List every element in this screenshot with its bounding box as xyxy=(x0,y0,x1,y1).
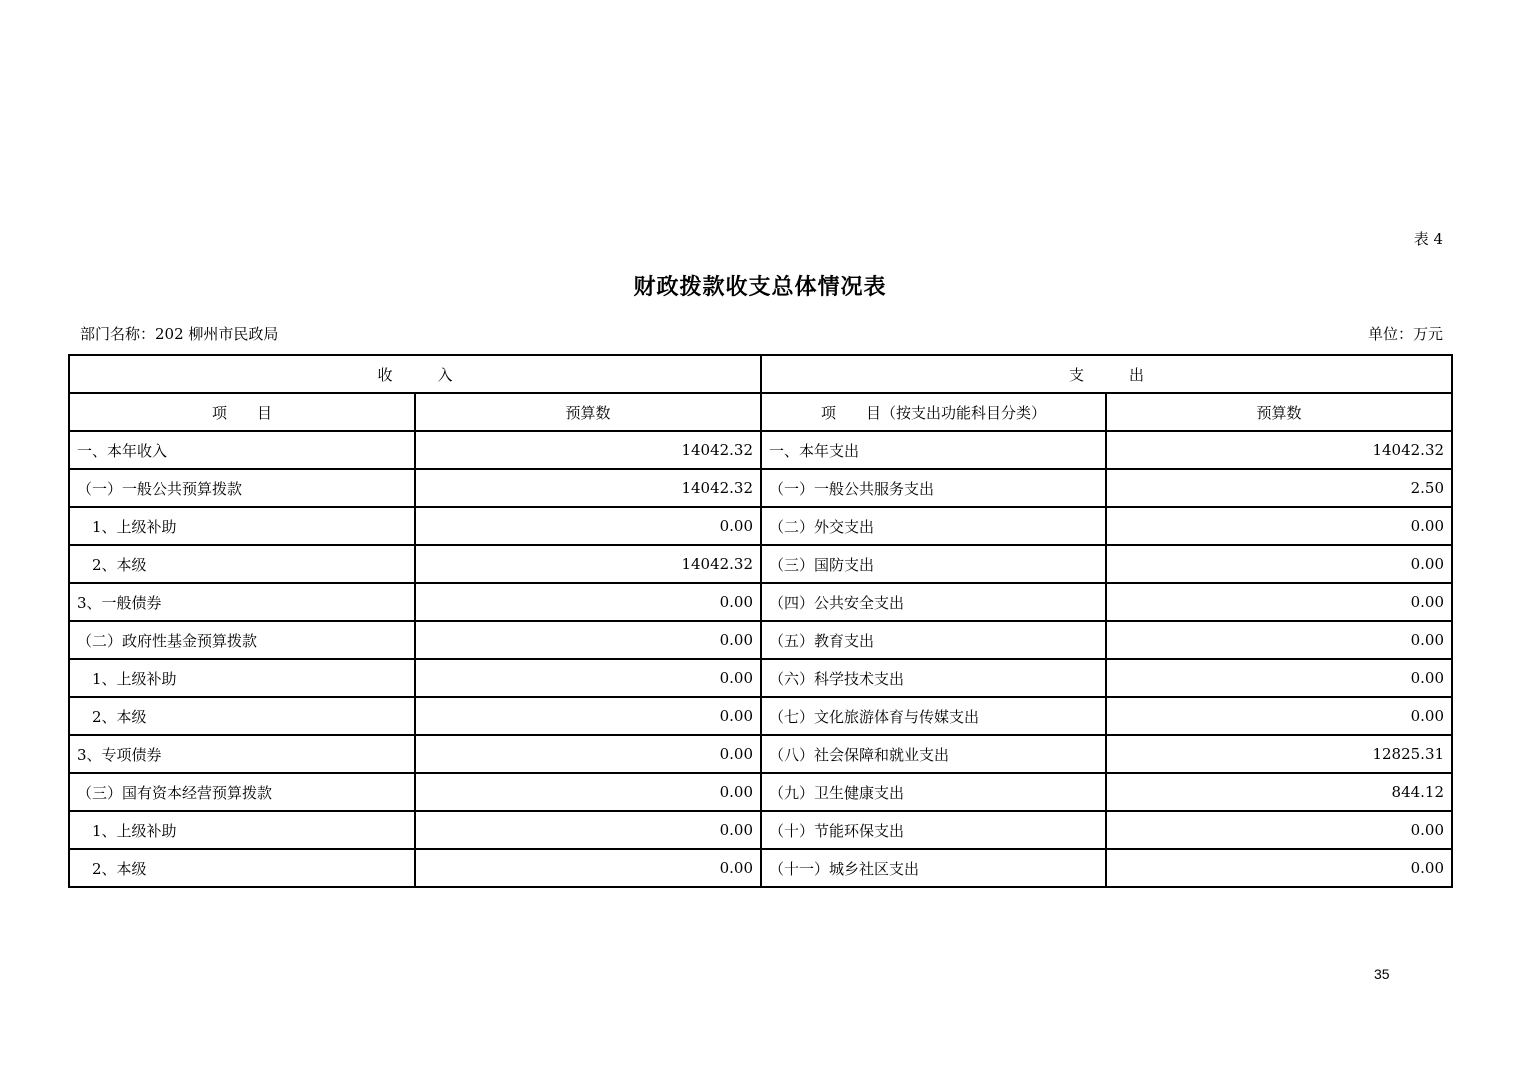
income-item-label: 2、本级 xyxy=(69,545,415,583)
expense-item-label: （二）外交支出 xyxy=(761,507,1106,545)
table-row xyxy=(69,659,1452,697)
income-item-label: 1、上级补助 xyxy=(69,659,415,697)
expense-item-label: （一）一般公共服务支出 xyxy=(761,469,1106,507)
table-row xyxy=(69,545,1452,583)
expense-item-label: （八）社会保障和就业支出 xyxy=(761,735,1106,773)
expense-item-label: （十）节能环保支出 xyxy=(761,811,1106,849)
income-budget-header: 预算数 xyxy=(415,393,761,431)
table-row xyxy=(69,469,1452,507)
expense-item-header: 项 目（按支出功能科目分类） xyxy=(761,393,1106,431)
income-item-label: 2、本级 xyxy=(69,697,415,735)
income-item-label: 一、本年收入 xyxy=(69,431,415,469)
expense-budget-value: 0.00 xyxy=(1106,545,1452,583)
expense-item-label: 一、本年支出 xyxy=(761,431,1106,469)
expense-item-label: （七）文化旅游体育与传媒支出 xyxy=(761,697,1106,735)
income-budget-value: 14042.32 xyxy=(415,545,761,583)
expense-item-label: （三）国防支出 xyxy=(761,545,1106,583)
page-number: 35 xyxy=(1374,966,1390,982)
expense-header: 支 出 xyxy=(761,355,1452,393)
expense-budget-value: 0.00 xyxy=(1106,583,1452,621)
expense-budget-value: 14042.32 xyxy=(1106,431,1452,469)
expense-budget-value: 12825.31 xyxy=(1106,735,1452,773)
table-row xyxy=(69,697,1452,735)
expense-budget-value: 844.12 xyxy=(1106,773,1452,811)
expense-budget-value: 0.00 xyxy=(1106,697,1452,735)
income-item-header: 项 目 xyxy=(69,393,415,431)
income-budget-value: 0.00 xyxy=(415,849,761,887)
expense-item-label: （四）公共安全支出 xyxy=(761,583,1106,621)
table-row xyxy=(69,621,1452,659)
income-budget-value: 0.00 xyxy=(415,811,761,849)
expense-budget-value: 0.00 xyxy=(1106,507,1452,545)
table-row xyxy=(69,735,1452,773)
income-budget-value: 0.00 xyxy=(415,621,761,659)
budget-table xyxy=(68,354,1453,888)
income-item-label: 1、上级补助 xyxy=(69,507,415,545)
income-budget-value: 0.00 xyxy=(415,735,761,773)
unit-label: 单位：万元 xyxy=(1367,325,1443,343)
income-budget-value: 0.00 xyxy=(415,507,761,545)
income-budget-value: 14042.32 xyxy=(415,469,761,507)
expense-item-label: （九）卫生健康支出 xyxy=(761,773,1106,811)
expense-item-label: （六）科学技术支出 xyxy=(761,659,1106,697)
income-item-label: （三）国有资本经营预算拨款 xyxy=(69,773,415,811)
income-budget-value: 0.00 xyxy=(415,659,761,697)
table-row xyxy=(69,583,1452,621)
income-item-label: （一）一般公共预算拨款 xyxy=(69,469,415,507)
table-row xyxy=(69,849,1452,887)
income-header: 收 入 xyxy=(69,355,761,393)
page-title: 财政拨款收支总体情况表 xyxy=(633,274,887,300)
income-item-label: 3、专项债券 xyxy=(69,735,415,773)
expense-item-label: （五）教育支出 xyxy=(761,621,1106,659)
expense-budget-value: 0.00 xyxy=(1106,621,1452,659)
income-item-label: 1、上级补助 xyxy=(69,811,415,849)
expense-budget-value: 0.00 xyxy=(1106,849,1452,887)
expense-budget-header: 预算数 xyxy=(1106,393,1452,431)
income-item-label: 3、一般债券 xyxy=(69,583,415,621)
department-name: 部门名称：202 柳州市民政局 xyxy=(80,325,279,343)
header-row-sub xyxy=(69,393,1452,431)
expense-budget-value: 0.00 xyxy=(1106,659,1452,697)
header-row-top xyxy=(69,355,1452,393)
income-budget-value: 0.00 xyxy=(415,583,761,621)
table-row xyxy=(69,773,1452,811)
expense-budget-value: 0.00 xyxy=(1106,811,1452,849)
income-budget-value: 0.00 xyxy=(415,773,761,811)
table-row xyxy=(69,507,1452,545)
table-row xyxy=(69,811,1452,849)
expense-item-label: （十一）城乡社区支出 xyxy=(761,849,1106,887)
income-budget-value: 0.00 xyxy=(415,697,761,735)
income-item-label: （二）政府性基金预算拨款 xyxy=(69,621,415,659)
income-item-label: 2、本级 xyxy=(69,849,415,887)
income-budget-value: 14042.32 xyxy=(415,431,761,469)
table-number: 表 4 xyxy=(1413,230,1443,248)
expense-budget-value: 2.50 xyxy=(1106,469,1452,507)
table-row xyxy=(69,431,1452,469)
